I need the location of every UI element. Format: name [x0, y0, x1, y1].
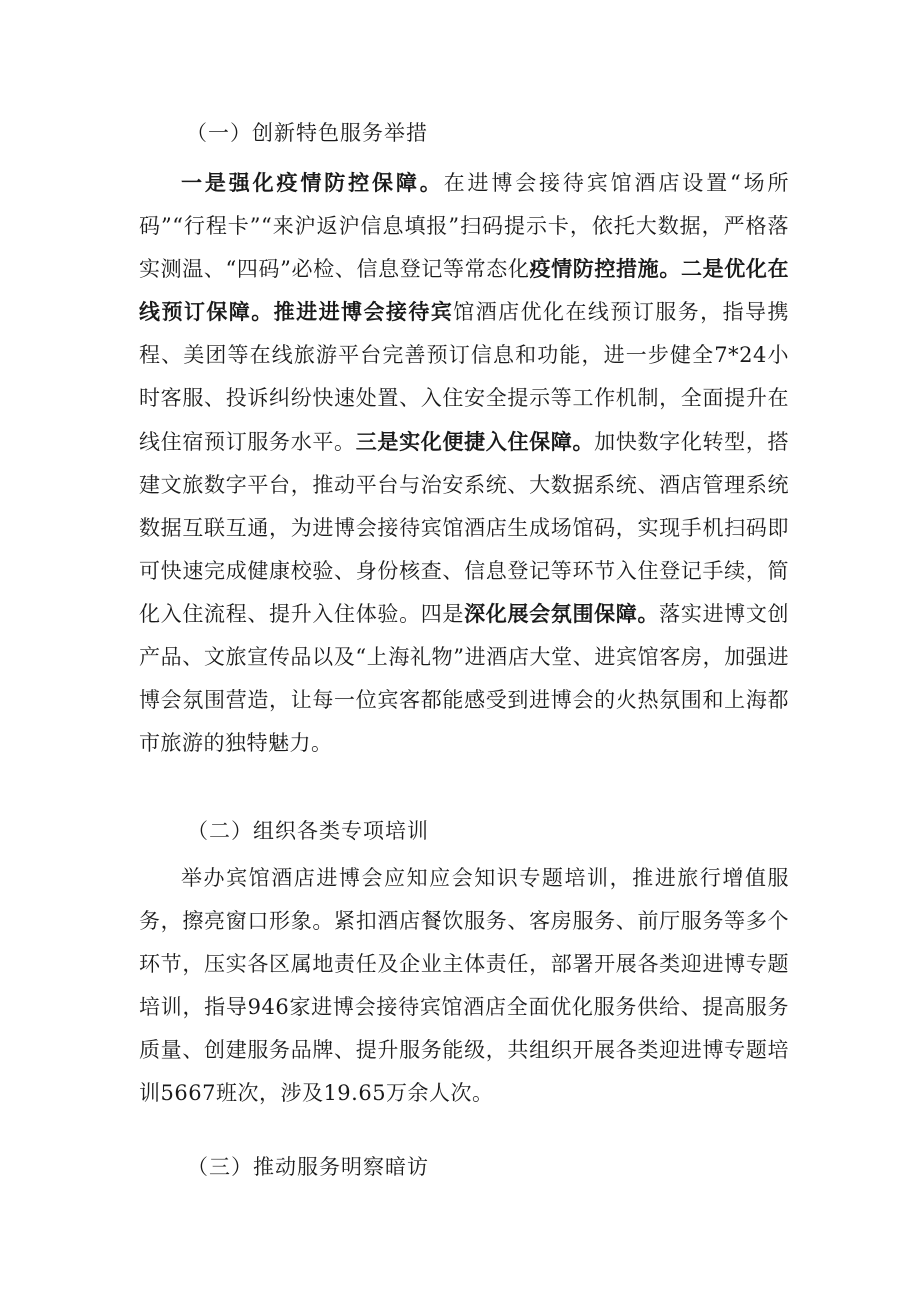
section-heading-3: （三）推动服务明察暗访	[187, 1155, 429, 1179]
bold-phrase: 一是强化疫情防控保障。	[181, 171, 444, 195]
body-text: 落实进博文创产品、文旅宣传品以及“上海礼物”进酒店大堂、进宾馆客房，加强进博会氛围营造，让每一位宾客都能感受到进博会的火热氛围和上海都市旅游的独特魅力。	[139, 601, 790, 756]
body-text: 馆酒店优化在线预订服务，指导携程、美团等在线旅游平台完善预订信息和功能，进一步健全7*24小时客服、投诉纠纷快速处置、入住安全提示等工作机制，全面提升在线住宿预订服务水平。	[139, 300, 789, 454]
section-heading-2: （二）组织各类专项培训	[187, 819, 429, 843]
bold-phrase: 疫情防控措施。二是优化在线预订保障。推进进博会接待宾	[139, 257, 789, 325]
section-heading-1: （一）创新特色服务举措	[186, 121, 428, 145]
bold-phrase: 三是实化便捷入住保障。	[355, 429, 595, 454]
body-text: 在进博会接待宾馆酒店设置“场所码”“行程卡”“来沪返沪信息填报”扫码提示卡，依托大数据，严格落实测温、“四码”必检、信息登记等常态化	[139, 171, 789, 282]
section-paragraph-1	[139, 162, 789, 765]
body-text: 加快数字化转型，搭建文旅数字平台，推动平台与治安系统、大数据系统、酒店管理系统数据互联互通，为进博会接待宾馆酒店生成场馆码，实现手机扫码即可快速完成健康校验、身份核查、信息登记等环节入住登记手续，简化入住流程、提升入住体验。四是	[139, 429, 790, 626]
bold-phrase: 深化展会氛围保障。	[464, 601, 660, 626]
section-paragraph-2: 举办宾馆酒店进博会应知应会知识专题培训，推进旅行增值服务，擦亮窗口形象。紧扣酒店餐饮服务、客房服务、前厅服务等多个环节，压实各区属地责任及企业主体责任，部署开展各类迎进博专题培训，指导946家进博会接待宾馆酒店全面优化服务供给、提高服务质量、创建服务品牌、提升服务能级，共组织开展各类迎进博专题培训5667班次，涉及19.65万余人次。	[139, 866, 789, 1106]
